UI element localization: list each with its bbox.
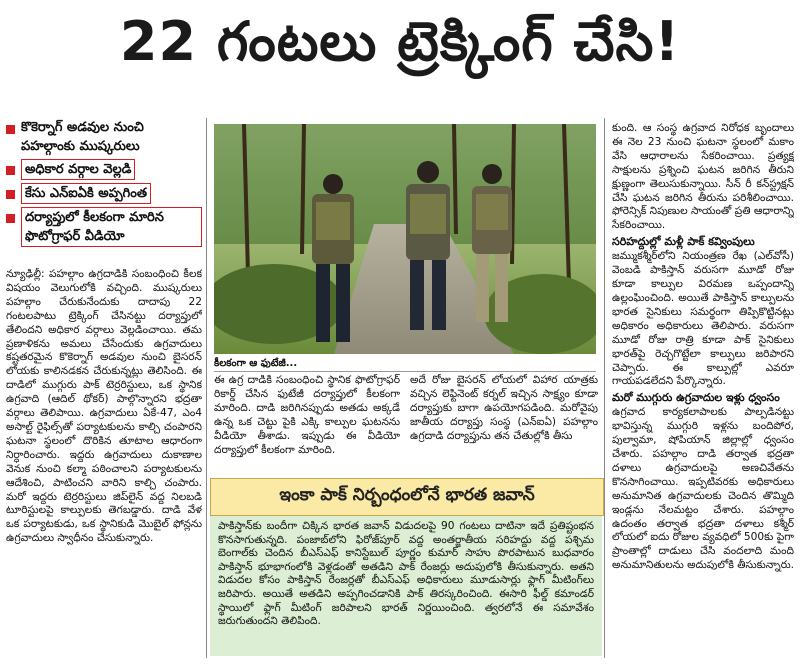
photo-caption: కీలకంగా ఆ ఫుటేజీ... (214, 357, 596, 372)
callout-title: ఇంకా పాక్ నిర్బంధంలోనే భారత జవాన్ (279, 485, 535, 505)
highlight-item (6, 183, 202, 204)
column-divider (604, 118, 605, 658)
highlight-item (6, 207, 202, 247)
subheading: మరో ముగ్గురు ఉగ్రవాదుల ఇళ్లు ధ్వంసం (612, 391, 780, 405)
soldiers-photo (214, 124, 596, 354)
article-body-right-intro: కుంది. ఆ సంస్థ ఉగ్రవాద నిరోధక బృందాలు ఈ నెల 23 నుంచి ఘటనా స్థలంలో మకాం వేసి ఆధారాలను సేకరించాయి. ప్రత్యక్ష సాక్షులను ప్రశ్నించి ఘటన జరిగిన తీరుని క్షుణ్ణంగా తెలుసుకున్నాయి. సీన్ రీ కన్‌స్ట్రక్షన్ చేసి ఘటన జరిగిన తీరును పరిశీలించాయి. ఫోరెన్సిక్ నిపుణుల సాయంతో ప్రతి ఆధారాన్ని సేకరించాయి. (612, 122, 794, 232)
middle-left-column (214, 374, 400, 474)
article-body-left: న్యూఢిల్లీ: పహల్గాం ఉగ్రదాడికి సంబంధించి కీలక విషయం వెలుగులోకి వచ్చింది. ముష్కరులు పహల్గాం చేరుకునేందుకు దాదాపు 22 గంటలపాటు ట్రెక్కింగ్ చేసినట్టు దర్యాప్తులో తేలిందని అధికార వర్గాలు వెల్లడించాయి. తమ ప్రణాళికను అమలు చేసేందుకు ఉగ్రవాదులు కష్టతరమైన కొకెర్నాగ్ అడవుల నుంచి బైసరన్ లోయకు కాలినడకన చేరుకున్నట్లు తెలిసింది. ఈ దాడిలో ముగ్గురు పాక్ టెర్రరిస్టులు, ఒక స్థానిక ఉగ్రవాది (ఆదిల్ థోకర్) పాల్గొన్నారని భద్రతా వర్గాలు తెలిపాయి. ఉగ్రవాదులు ఏకే-47, ఎం4 అసాల్ట్ రైఫిల్స్‌తో పర్యాటకులను కాల్చి చంపారని ఘటనా స్థలంలో దొరికిన తూటాల ఆధారంగా నిర్ధారించారు. ఇద్దరు ఉగ్రవాదులు దుకాణాల వెనుక నుంచి కల్మా పఠించాలని పర్యాటకులను ఆదేశించి, పాటించని వారిని కాల్చి చంపారు. మరో ఇద్దరు టెర్రరిస్టులు జిప్‌లైన్ వద్ద నిలబడి టూరిస్టులపై కాల్పులకు తెగబడ్డారు. దాడి వేళ ఒక పర్యాటకుడు, ఒక స్థానికుడి మొబైల్ ఫోన్లను ఉగ్రవాదులు స్వాధీనం చేసుకున్నారు. (6, 268, 202, 545)
forest-patrol-image (214, 124, 596, 354)
article-body-right-2: ఉగ్రవాద కార్యకలాపాలకు పాల్పడినట్టు భావిస్తున్న ముగ్గురి ఇళ్లను బందిపోర, పుల్వామా, షోపియాన్ జిల్లాల్లో ధ్వంసం చేశారు. పహల్గాం దాడి తర్వాత భద్రతా దళాలు ఉగ్రవాదులపై అణచివేతను కొనసాగించాయి. ఇప్పటివరకు అధికారులు అనుమానిత ఉగ్రవాదులకు చెందిన తొమ్మిది ఇండ్లను నేలమట్టం చేశారు. పహల్గాం ఉదంతం తర్వాత భద్రతా దళాలు కశ్మీర్ లోయలో ఐదు రోజుల వ్యవధిలో 500కు పైగా ప్రాంతాల్లో దాడులు చేసి వందలాది మంది అనుమానితులను అదుపులోకి తీసుకున్నారు. (612, 406, 794, 572)
bullet-square-icon (6, 190, 15, 199)
right-column (612, 122, 794, 658)
bullet-square-icon (6, 166, 15, 175)
column-divider (206, 118, 207, 658)
highlight-text: దర్యాప్తులో కీలకంగా మారిన ఫొటోగ్రాఫర్ వీడియో (21, 207, 202, 247)
middle-right-column (410, 374, 598, 474)
article-body-right-1: జమ్ముకశ్మీర్‌లోని నియంత్రణ రేఖ (ఎల్‌వోసీ) వెంబడి పాకిస్తాన్ వరుసగా మూడో రోజు కూడా కాల్పుల విరమణ ఒప్పందాన్ని ఉల్లంఘించింది. అయితే పాకిస్తాన్ కాల్పులను భారత సైనికులు సమర్థంగా తిప్పికొట్టినట్లు అధికారం అధికారులు తెలిపారు. వరుసగా మూడో రోజు రాత్రి కూడా పాక్ సైనికులు భారత్‌పై రెచ్చగొట్టేలా కాల్పులు జరిపారని చెప్పారు. ఈ కాల్పుల్లో ఎవరూ గాయపడలేదని పేర్కొన్నారు. (612, 250, 794, 388)
highlight-text: అధికార వర్గాల వెల్లడి (21, 159, 135, 180)
highlight-text: కేసు ఎన్ఐఏకి అప్పగింత (21, 183, 151, 204)
bullet-square-icon (6, 214, 15, 223)
article-body-middle-right: అదే రోజు బైసరన్ లోయలో విహార యాత్రకు వచ్చిన లెఫ్టినెంట్ కర్నల్ ఇచ్చిన సాక్ష్యం కూడా దర్యాప్తుకు బాగా ఉపయోగపడింది. మరోవైపు జాతీయ దర్యాప్తు సంస్థ (ఎన్ఐఏ) పహల్గాం ఉగ్రదాడి దర్యాప్తును తన చేతుల్లోకి తీసు (410, 374, 598, 442)
headline: 22 గంటలు ట్రెక్కింగ్ చేసి! (119, 10, 681, 73)
boxed-story-text: పాకిస్తాన్‌కు బందీగా చిక్కిన భారత జవాన్ విడుదలపై 90 గంటలు దాటినా ఇదే ప్రతిష్టంభన కొనసాగుతున్నది. పంజాబ్‌లోని ఫిరోజ్‌పూర్ వద్ద అంతర్జాతీయ సరిహద్దు వద్ద పశ్చిమ బెంగాల్‌కు చెందిన బీఎస్ఎఫ్ కానిస్టేబుల్ పూర్ణం కుమార్ సాహు పొరపాటున బుధవారం పాకిస్తాన్ భూభాగంలోకి వెళ్లడంతో అతడిని పాక్ రేంజర్లు అదుపులోకి తీసుకున్నారు. అతని విడుదల కోసం పాకిస్తాన్ రేంజర్లతో బీఎస్ఎఫ్ అధికారులు మూడుసార్లు ఫ్లాగ్ మీటింగ్‌లు జరిపారు. అయితే అతడిని అప్పగించడానికి పాక్ తిరస్కరించింది. ఈసారి ఫీల్డ్ కమాండర్ స్థాయిలో ఫ్లాగ్ మీటింగ్ జరిపాలని భారత్ నిర్ణయించింది. త్వరలోనే ఈ సమావేశం జరుగుతుందని తెలిపింది. (218, 520, 594, 628)
article-body-middle-left: ఈ ఉగ్ర దాడికి సంబంధించి స్థానిక ఫొటోగ్రాఫర్ రికార్డ్ చేసిన ఫుటేజీ దర్యాప్తులో కీలకంగా మారింది. దాడి జరిగినప్పుడు అతడు అక్కడే ఉన్న ఒక చెట్టు పైకి ఎక్కి కాల్పుల ఘటనను వీడియో తీశాడు. ఇప్పుడు ఈ వీడియో దర్యాప్తులో కీలకంగా మారింది. (214, 374, 400, 456)
callout-banner (210, 478, 604, 516)
highlight-text: కొకెర్నాగ్ అడవుల నుంచి పహల్గాంకు ముష్కరులు (21, 120, 144, 154)
highlights-list (6, 118, 202, 250)
bullet-square-icon (6, 125, 15, 134)
left-column (6, 268, 202, 660)
highlight-item (6, 118, 202, 156)
highlight-item (6, 159, 202, 180)
subheading: సరిహద్దుల్లో మళ్లీ పాక్ కవ్వింపులు (612, 235, 755, 249)
boxed-story (210, 516, 602, 656)
